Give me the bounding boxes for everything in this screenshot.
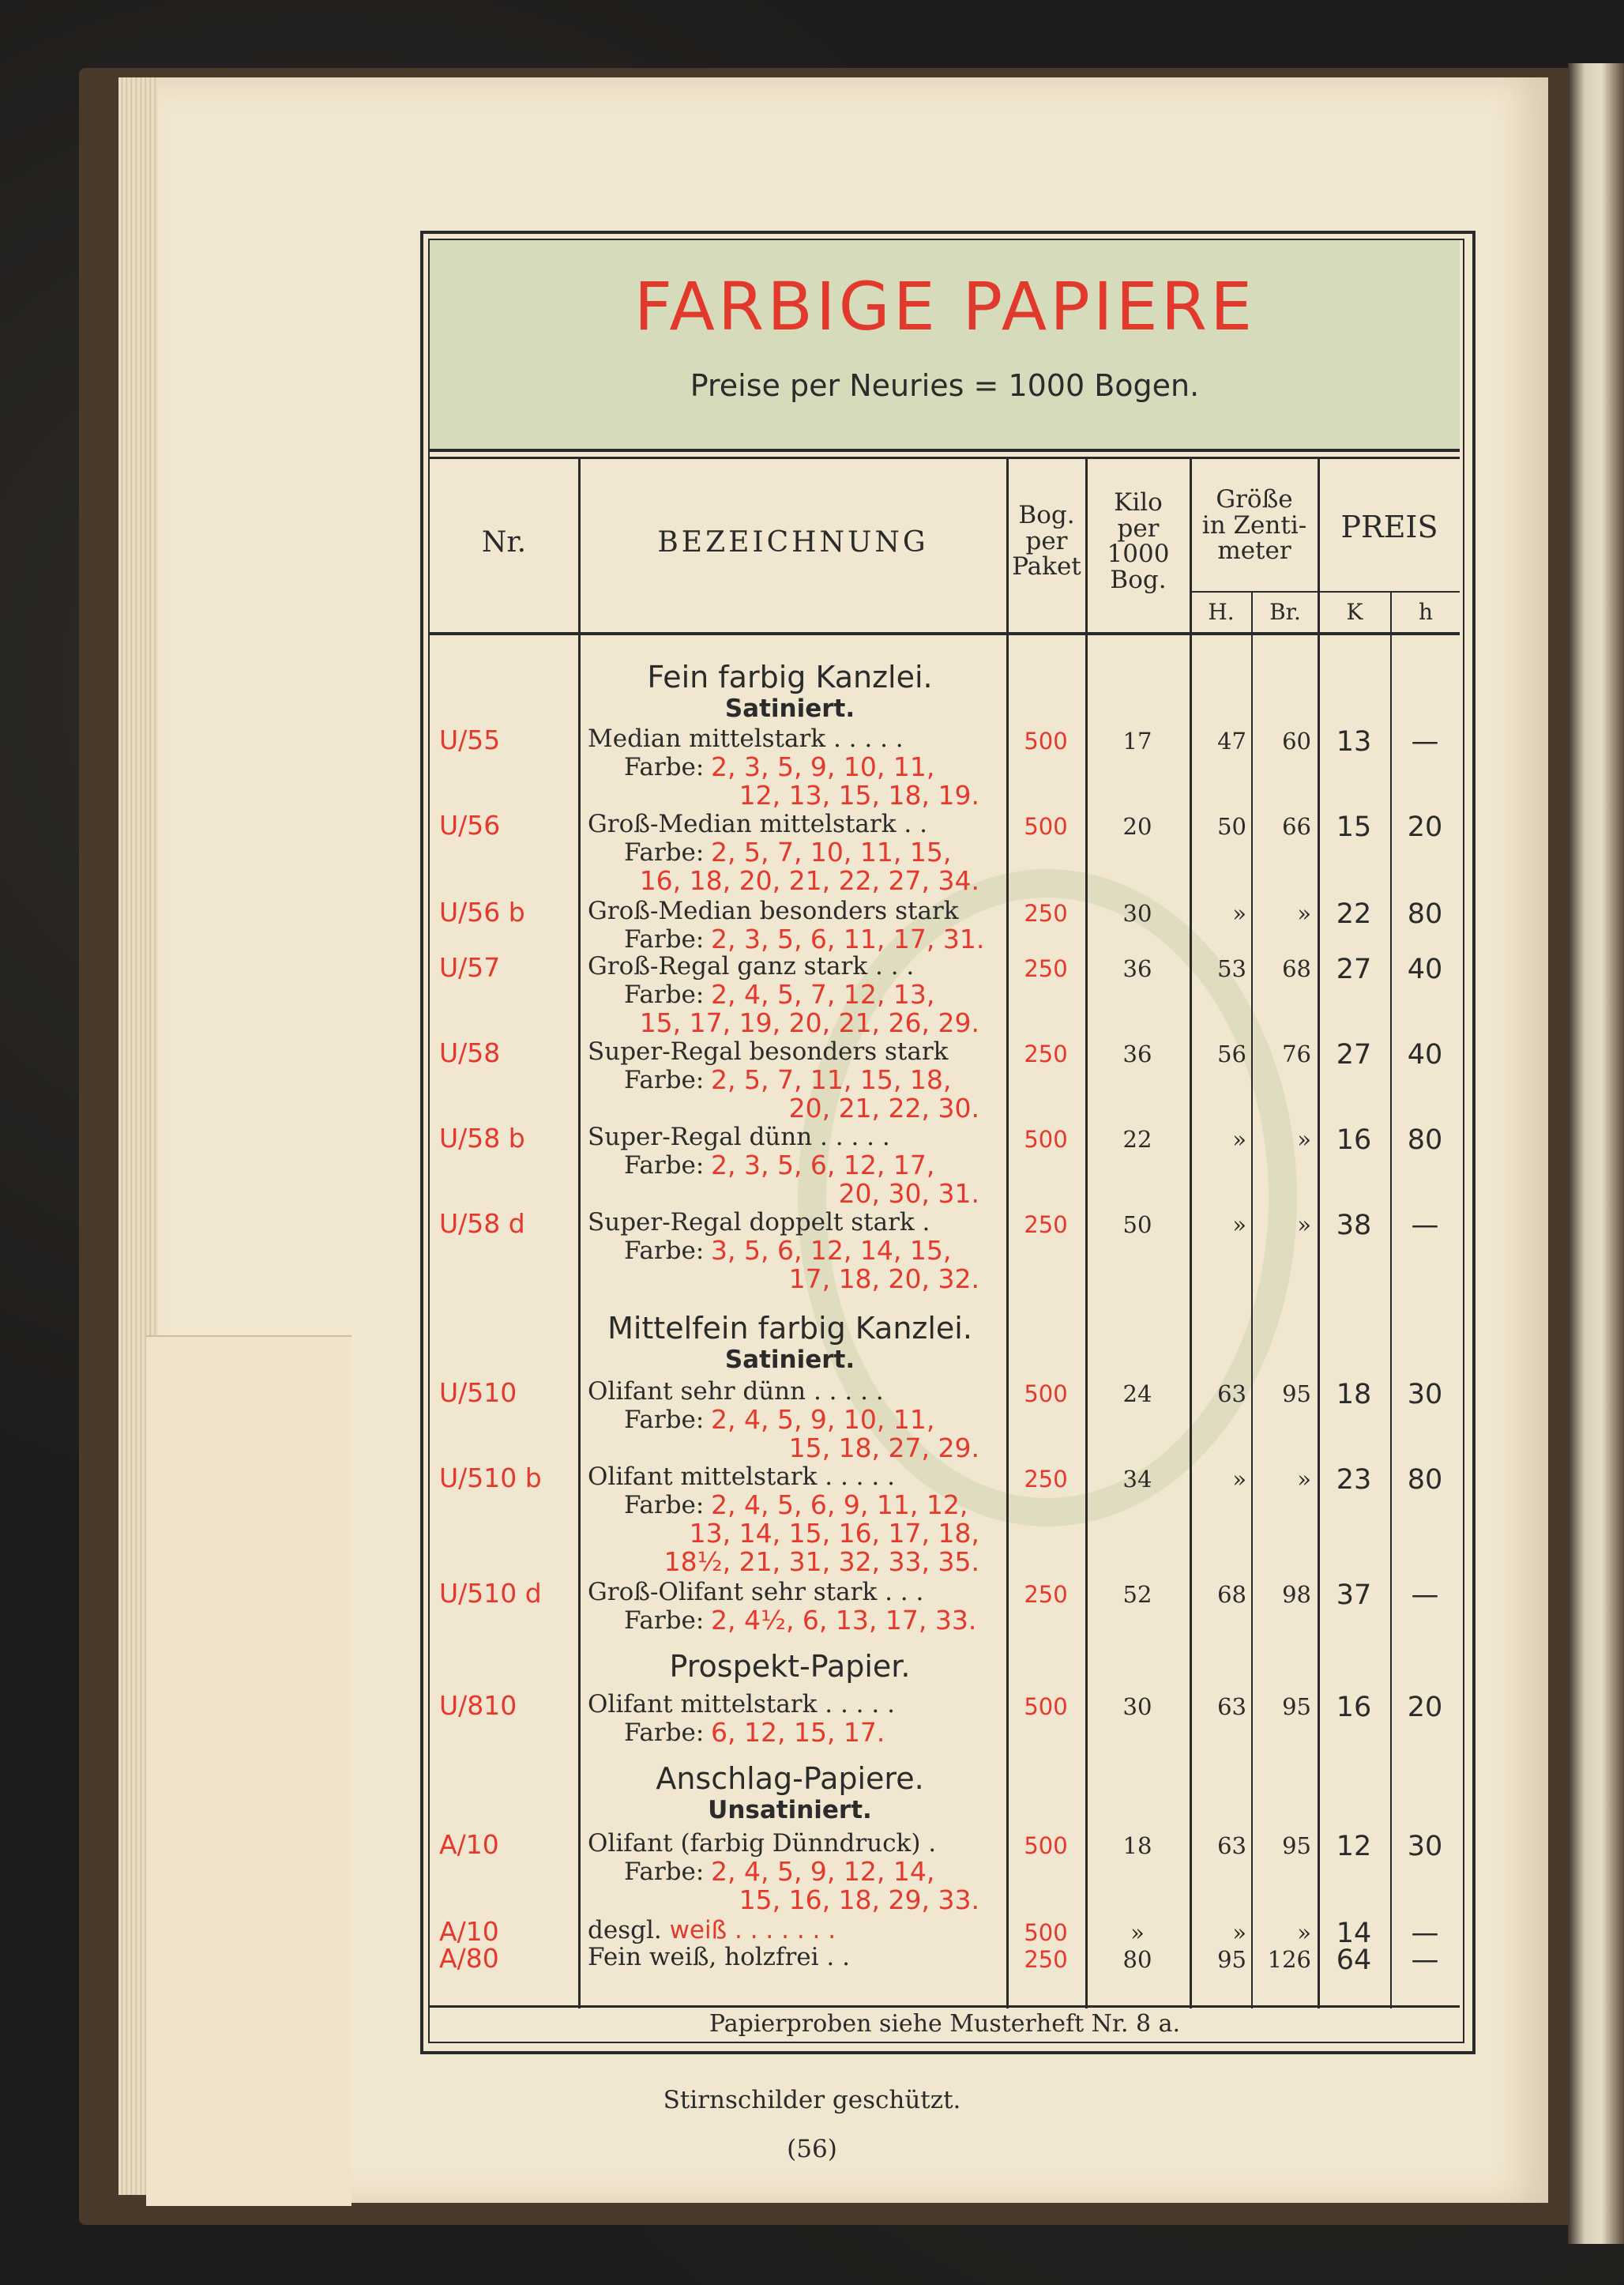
row-name: Olifant mittelstark . . . . . — [588, 1462, 895, 1491]
row-bog: 500 — [1024, 1693, 1068, 1720]
row-bog: 250 — [1024, 1946, 1068, 1973]
row-kilo: 30 — [1122, 900, 1152, 927]
row-nr: U/58 b — [439, 1123, 525, 1154]
row-name: Olifant mittelstark . . . . . — [588, 1690, 895, 1718]
farbe-values: 2, 4, 5, 7, 12, 13, — [711, 979, 935, 1010]
farbe-label: Farbe: — [624, 753, 705, 781]
row-kilo: 36 — [1122, 955, 1152, 982]
col-header-bog: Bog. per Paket — [1012, 501, 1081, 582]
row-kilo: 18 — [1122, 1832, 1152, 1859]
row-k: 14 — [1336, 1918, 1372, 1949]
row-hh: 20 — [1407, 1692, 1443, 1723]
farbe-values: 2, 5, 7, 10, 11, 15, — [711, 837, 952, 868]
row-br: » — [1297, 1126, 1311, 1153]
col-rule-h — [1251, 593, 1253, 2008]
farbe-values: 15, 16, 18, 29, 33. — [739, 1884, 979, 1915]
row-name-highlight: weiß . . . . . . . — [661, 1916, 836, 1944]
row-k: 13 — [1336, 726, 1372, 758]
row-k: 27 — [1336, 1039, 1372, 1071]
col-header-bezeichnung: BEZEICHNUNG — [657, 526, 929, 559]
row-k: 23 — [1336, 1464, 1372, 1496]
row-br: » — [1297, 900, 1311, 927]
row-name: Median mittelstark . . . . . — [588, 725, 904, 753]
row-name: Super-Regal besonders stark — [588, 1037, 949, 1066]
col-rule-nr — [578, 458, 581, 2008]
farbe-label: Farbe: — [624, 1491, 705, 1519]
row-bog: 250 — [1024, 1041, 1068, 1067]
row-br: 68 — [1282, 955, 1311, 982]
row-br: 60 — [1282, 728, 1311, 755]
index-tab — [146, 1335, 351, 2206]
row-br: 98 — [1282, 1581, 1311, 1608]
row-hh: 80 — [1407, 898, 1443, 930]
col-header-groesse: Größe in Zenti- meter — [1201, 485, 1307, 566]
bottom-line: Stirnschilder geschützt. — [663, 2086, 961, 2114]
row-br: 95 — [1282, 1832, 1311, 1859]
section-title: Prospekt-Papier. — [669, 1649, 911, 1684]
row-kilo: 22 — [1122, 1126, 1152, 1153]
farbe-label: Farbe: — [624, 1718, 705, 1747]
farbe-values: 16, 18, 20, 21, 22, 27, 34. — [639, 865, 979, 896]
col-header-k: K — [1346, 599, 1363, 625]
row-nr: U/55 — [439, 725, 501, 755]
farbe-values: 3, 5, 6, 12, 14, 15, — [711, 1235, 952, 1266]
row-name: Olifant sehr dünn . . . . . — [588, 1377, 884, 1406]
row-hh: 40 — [1407, 954, 1443, 985]
row-h: 68 — [1217, 1581, 1246, 1608]
farbe-values: 2, 3, 5, 6, 11, 17, 31. — [711, 924, 985, 954]
page-title: FARBIGE PAPIERE — [633, 268, 1256, 345]
col-header-hh: h — [1418, 599, 1434, 625]
section-title: Fein farbig Kanzlei. — [647, 660, 933, 695]
row-bog: 250 — [1024, 955, 1068, 982]
row-bog: 250 — [1024, 1466, 1068, 1493]
row-k: 16 — [1336, 1124, 1372, 1156]
row-name: Fein weiß, holzfrei . . — [588, 1943, 850, 1971]
row-bog: 500 — [1024, 728, 1068, 755]
row-kilo: 17 — [1122, 728, 1152, 755]
row-name: Super-Regal doppelt stark . — [588, 1208, 930, 1237]
header-top-rule — [430, 457, 1460, 459]
farbe-values: 15, 17, 19, 20, 21, 26, 29. — [639, 1007, 979, 1038]
row-nr: U/56 — [439, 810, 501, 841]
row-nr: U/58 — [439, 1037, 501, 1068]
row-br: » — [1297, 1919, 1311, 1946]
row-bog: 250 — [1024, 900, 1068, 927]
next-page-edge — [1568, 63, 1624, 2244]
section-subtitle: Satiniert. — [724, 695, 855, 723]
row-hh: 80 — [1407, 1124, 1443, 1156]
farbe-label: Farbe: — [624, 1858, 705, 1886]
row-br: 126 — [1267, 1946, 1311, 1973]
row-nr: U/510 b — [439, 1462, 542, 1493]
row-kilo: 34 — [1122, 1466, 1152, 1493]
page-subtitle: Preise per Neuries = 1000 Bogen. — [690, 368, 1200, 403]
row-name: Groß-Median besonders stark — [588, 897, 959, 925]
row-nr: A/10 — [439, 1916, 499, 1947]
row-k: 18 — [1336, 1379, 1372, 1410]
row-bog: 500 — [1024, 1380, 1068, 1407]
row-hh: 40 — [1407, 1039, 1443, 1071]
farbe-values: 17, 18, 20, 32. — [788, 1263, 979, 1294]
section-title: Mittelfein farbig Kanzlei. — [607, 1311, 972, 1346]
col-rule-bez — [1006, 458, 1009, 2008]
section-title: Anschlag-Papiere. — [656, 1761, 924, 1796]
row-nr: U/810 — [439, 1690, 517, 1721]
row-hh: — — [1411, 1944, 1439, 1976]
row-h: » — [1232, 1211, 1246, 1238]
row-br: 95 — [1282, 1693, 1311, 1720]
farbe-values: 2, 4, 5, 9, 10, 11, — [711, 1404, 935, 1435]
row-h: 63 — [1217, 1380, 1246, 1407]
row-br: » — [1297, 1466, 1311, 1493]
row-hh: — — [1411, 1918, 1439, 1949]
row-nr: U/58 d — [439, 1208, 525, 1239]
row-hh: 80 — [1407, 1464, 1443, 1496]
farbe-values: 2, 4½, 6, 13, 17, 33. — [711, 1605, 977, 1636]
row-h: 50 — [1217, 813, 1246, 840]
row-k: 37 — [1336, 1579, 1372, 1611]
row-name: Super-Regal dünn . . . . . — [588, 1123, 890, 1151]
row-bog: 500 — [1024, 1126, 1068, 1153]
row-hh: 30 — [1407, 1379, 1443, 1410]
farbe-values: 6, 12, 15, 17. — [711, 1717, 885, 1748]
table-bottom-rule — [430, 2005, 1460, 2008]
row-h: » — [1232, 1466, 1246, 1493]
row-k: 27 — [1336, 954, 1372, 985]
row-h: » — [1232, 1919, 1246, 1946]
row-br: 66 — [1282, 813, 1311, 840]
row-kilo: 52 — [1122, 1581, 1152, 1608]
row-h: » — [1232, 1126, 1246, 1153]
farbe-values: 2, 4, 5, 6, 9, 11, 12, — [711, 1489, 968, 1520]
row-kilo: 24 — [1122, 1380, 1152, 1407]
row-nr: U/56 b — [439, 897, 525, 928]
row-nr: U/510 d — [439, 1578, 542, 1609]
header-bottom-rule — [430, 632, 1460, 635]
row-h: 63 — [1217, 1832, 1246, 1859]
farbe-values: 2, 4, 5, 9, 12, 14, — [711, 1856, 935, 1887]
section-subtitle: Satiniert. — [724, 1346, 855, 1374]
row-bog: 500 — [1024, 813, 1068, 840]
row-h: » — [1232, 900, 1246, 927]
row-br: 95 — [1282, 1380, 1311, 1407]
farbe-label: Farbe: — [624, 1237, 705, 1265]
farbe-values: 12, 13, 15, 18, 19. — [739, 780, 979, 811]
col-rule-groesse — [1318, 458, 1320, 2008]
col-header-kilo: Kilo per 1000 Bog. — [1107, 488, 1170, 594]
row-kilo: 20 — [1122, 813, 1152, 840]
farbe-values: 2, 5, 7, 11, 15, 18, — [711, 1064, 952, 1095]
row-kilo: 80 — [1122, 1946, 1152, 1973]
row-k: 12 — [1336, 1831, 1372, 1862]
farbe-label: Farbe: — [624, 1151, 705, 1180]
row-bog: 500 — [1024, 1919, 1068, 1946]
col-rule-bog — [1085, 458, 1088, 2008]
farbe-values: 20, 21, 22, 30. — [788, 1093, 979, 1124]
row-h: 95 — [1217, 1946, 1246, 1973]
farbe-values: 13, 14, 15, 16, 17, 18, — [689, 1518, 979, 1549]
row-kilo: 50 — [1122, 1211, 1152, 1238]
row-name: desgl. weiß . . . . . . . — [588, 1916, 836, 1944]
row-name: Groß-Regal ganz stark . . . — [588, 952, 915, 981]
farbe-values: 18½, 21, 31, 32, 33, 35. — [664, 1546, 979, 1577]
footer-note: Papierproben siehe Musterheft Nr. 8 a. — [709, 2010, 1181, 2038]
section-subtitle: Unsatiniert. — [708, 1796, 872, 1824]
row-kilo: 36 — [1122, 1041, 1152, 1067]
row-kilo: » — [1130, 1919, 1145, 1946]
col-header-h: H. — [1208, 599, 1235, 625]
col-header-nr: Nr. — [481, 526, 527, 559]
farbe-label: Farbe: — [624, 1606, 705, 1635]
row-nr: U/57 — [439, 952, 501, 983]
row-hh: 20 — [1407, 811, 1443, 843]
col-header-br: Br. — [1269, 599, 1301, 625]
row-br: 76 — [1282, 1041, 1311, 1067]
row-nr: U/510 — [439, 1377, 517, 1408]
farbe-label: Farbe: — [624, 925, 705, 954]
col-header-preis: PREIS — [1340, 510, 1438, 544]
page-number: (56) — [787, 2135, 837, 2163]
row-k: 16 — [1336, 1692, 1372, 1723]
row-k: 15 — [1336, 811, 1372, 843]
row-h: 53 — [1217, 955, 1246, 982]
row-nr: A/10 — [439, 1829, 499, 1860]
row-hh: — — [1411, 1579, 1439, 1611]
row-bog: 250 — [1024, 1581, 1068, 1608]
row-hh: — — [1411, 726, 1439, 758]
row-hh: 30 — [1407, 1831, 1443, 1862]
row-name: Olifant (farbig Dünndruck) . — [588, 1829, 937, 1858]
farbe-values: 2, 3, 5, 6, 12, 17, — [711, 1150, 935, 1180]
row-name: Groß-Median mittelstark . . — [588, 810, 927, 838]
farbe-label: Farbe: — [624, 1066, 705, 1094]
farbe-values: 2, 3, 5, 9, 10, 11, — [711, 751, 935, 782]
col-rule-k — [1390, 593, 1392, 2008]
row-br: » — [1297, 1211, 1311, 1238]
row-bog: 500 — [1024, 1832, 1068, 1859]
row-h: 47 — [1217, 728, 1246, 755]
farbe-values: 15, 18, 27, 29. — [788, 1432, 979, 1463]
row-hh: — — [1411, 1210, 1439, 1241]
row-kilo: 30 — [1122, 1693, 1152, 1720]
farbe-label: Farbe: — [624, 981, 705, 1009]
row-bog: 250 — [1024, 1211, 1068, 1238]
row-k: 64 — [1336, 1944, 1372, 1976]
farbe-values: 20, 30, 31. — [838, 1178, 979, 1209]
row-name: Groß-Olifant sehr stark . . . — [588, 1578, 924, 1606]
row-k: 22 — [1336, 898, 1372, 930]
row-h: 63 — [1217, 1693, 1246, 1720]
farbe-label: Farbe: — [624, 1406, 705, 1434]
subheader-rule — [1191, 591, 1460, 593]
farbe-label: Farbe: — [624, 838, 705, 867]
row-h: 56 — [1217, 1041, 1246, 1067]
row-k: 38 — [1336, 1210, 1372, 1241]
row-nr: A/80 — [439, 1943, 499, 1974]
